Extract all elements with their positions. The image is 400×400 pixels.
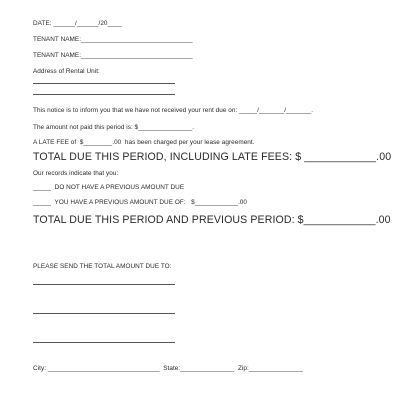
previous-amount-option[interactable]: _____ YOU HAVE A PREVIOUS AMOUNT DUE OF: $____________.00: [33, 199, 247, 206]
records-indicate-label: Our records indicate that you:: [33, 170, 119, 177]
city-state-zip-field[interactable]: City: _______________________________ State:_______________ Zip:_______________: [33, 365, 303, 372]
send-total-label: PLEASE SEND THE TOTAL AMOUNT DUE TO:: [33, 263, 172, 270]
address-line-2[interactable]: [33, 94, 175, 95]
late-fee-field[interactable]: A LATE FEE of $________.00 has been charged per your lease agreement.: [33, 139, 255, 146]
no-previous-amount-option[interactable]: _____ DO NOT HAVE A PREVIOUS AMOUNT DUE: [33, 184, 185, 191]
send-to-line-3[interactable]: [33, 342, 175, 343]
address-line-1[interactable]: [33, 83, 175, 84]
tenant-name-field-1[interactable]: TENANT NAME:_______________________________: [33, 36, 193, 43]
date-field[interactable]: DATE: ______/______/20____: [33, 20, 122, 27]
tenant-name-field-2[interactable]: TENANT NAME:_______________________________: [33, 52, 193, 59]
send-to-line-1[interactable]: [33, 284, 175, 285]
total-due-both-periods-field[interactable]: TOTAL DUE THIS PERIOD AND PREVIOUS PERIOD: $____________.00: [33, 214, 391, 226]
address-label: Address of Rental Unit:: [33, 68, 100, 75]
total-due-period-field[interactable]: TOTAL DUE THIS PERIOD, INCLUDING LATE FEES: $ ____________.00: [33, 151, 392, 163]
amount-not-paid-field[interactable]: The amount not paid this period is: $_______________.: [33, 124, 195, 131]
notice-statement: This notice is to inform you that we have not received your rent due on: _____/_______/_______.: [33, 107, 314, 114]
send-to-line-2[interactable]: [33, 313, 175, 314]
